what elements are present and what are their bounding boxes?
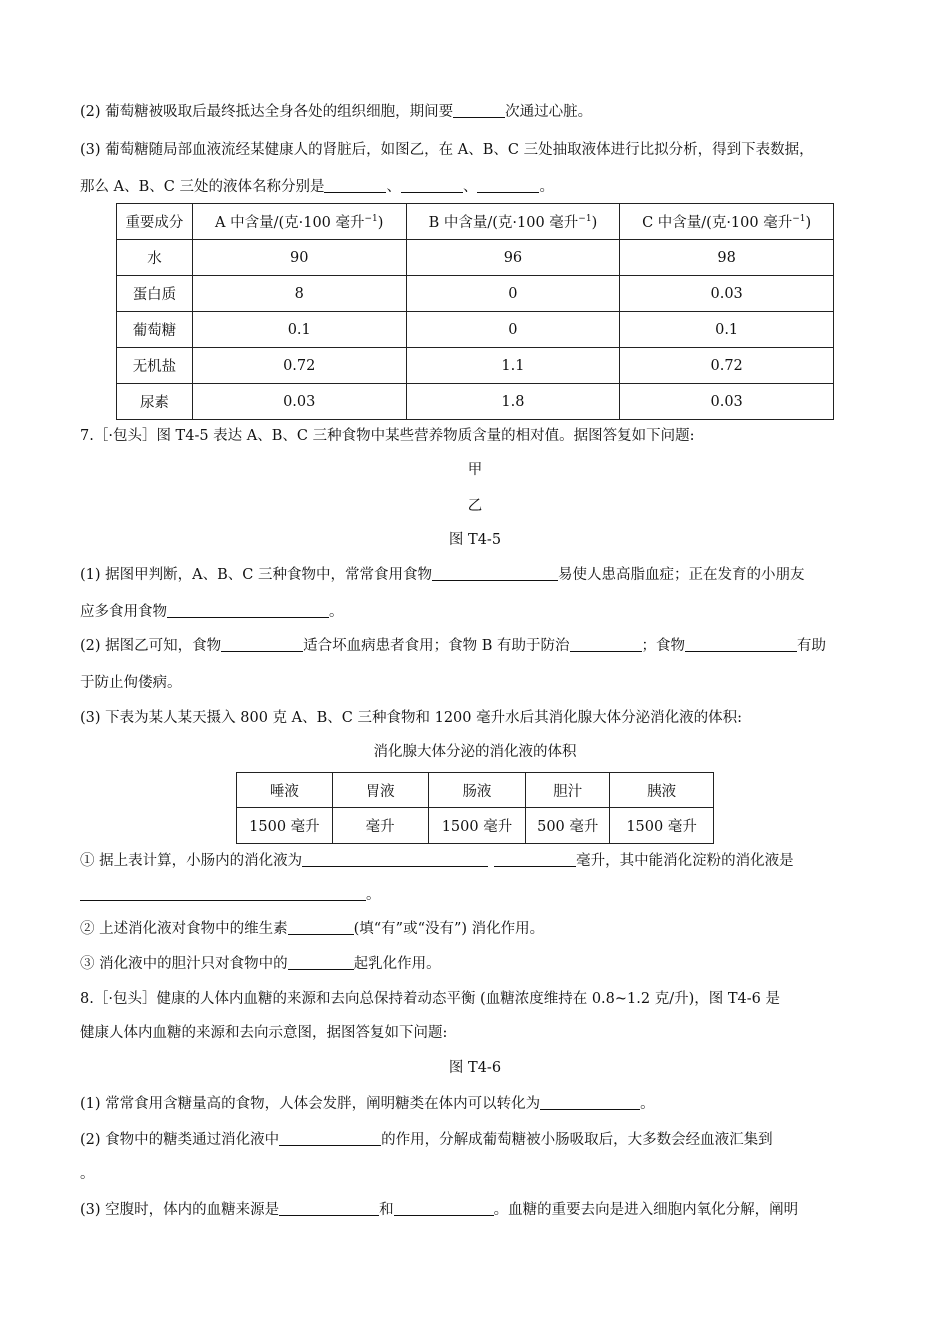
q6-blank-c[interactable] <box>477 178 539 193</box>
q7-part1-line2: 应多食用食物 。 <box>80 604 344 620</box>
table-row: 葡萄糖 0.1 0 0.1 <box>117 312 834 348</box>
q8-part3: (3) 空腹时，体内的血糖来源是 和 。血糖的重要去向是进入细胞内氧化分解，阐明 <box>80 1202 799 1218</box>
table-row: 无机盐 0.72 1.1 0.72 <box>117 348 834 384</box>
table-row: 尿素 0.03 1.8 0.03 <box>117 384 834 420</box>
q8-part2-line2: 。 <box>80 1166 95 1182</box>
q6-part2-blank[interactable] <box>453 103 505 118</box>
q7-sub2: ② 上述消化液对食物中的维生素 (填“有”或“没有”) 消化作用。 <box>80 921 545 937</box>
q8-intro-line2: 健康人体内血糖的来源和去向示意图，据图答复如下问题: <box>80 1025 448 1041</box>
figure-caption-t4-5: 图 T4-5 <box>448 532 502 548</box>
figure-label-yi: 乙 <box>467 498 483 514</box>
header-c: C 中含量/(克·100 毫升$^{-1}$) <box>620 204 834 240</box>
q7-sub1-line2: 。 <box>80 885 381 905</box>
figure-label-jia: 甲 <box>467 462 483 478</box>
q7-blank-3[interactable] <box>221 637 303 652</box>
q8-blank-1[interactable] <box>540 1095 640 1110</box>
q8-blank-3[interactable] <box>279 1201 379 1216</box>
header-a: A 中含量/(克·100 毫升$^{-1}$) <box>192 204 406 240</box>
q6-part3-line2: 那么 A、B、C 三处的液体名称分别是 、 、 。 <box>80 179 554 195</box>
digestive-juice-table <box>236 772 714 844</box>
table-header-row: 唾液 胃液 肠液 胆汁 胰液 <box>237 773 714 808</box>
table-row: 1500 毫升 毫升 1500 毫升 500 毫升 1500 毫升 <box>237 808 714 844</box>
q7-part2-line1: (2) 据图乙可知，食物 适合坏血病患者食用；食物 B 有助于防治 ；食物 有助 <box>80 638 827 654</box>
q8-part2-line1: (2) 食物中的糖类通过消化液中 的作用，分解成葡萄糖被小肠吸取后，大多数会经血液汇集到 <box>80 1132 773 1148</box>
q6-blank-b[interactable] <box>401 178 463 193</box>
q8-blank-2[interactable] <box>279 1131 381 1146</box>
q7-part3: (3) 下表为某人某天摄入 800 克 A、B、C 三种食物和 1200 毫升水后其消化腺大体分泌消化液的体积: <box>80 710 742 726</box>
q6-composition-table <box>116 203 834 420</box>
table-header-row <box>117 204 834 240</box>
q8-part1: (1) 常常食用含糖量高的食物，人体会发胖，阐明糖类在体内可以转化为 。 <box>80 1096 655 1112</box>
q7-blank-4[interactable] <box>570 637 642 652</box>
q7-blank-6[interactable] <box>302 852 488 867</box>
header-component: 重要成分 <box>117 204 193 240</box>
q7-sub3: ③ 消化液中的胆汁只对食物中的 起乳化作用。 <box>80 956 441 972</box>
table-row: 蛋白质 8 0 0.03 <box>117 276 834 312</box>
q7-blank-8[interactable] <box>80 886 366 901</box>
q7-blank-10[interactable] <box>288 955 354 970</box>
q7-part2-line2: 于防止佝偻病。 <box>80 675 182 691</box>
q7-blank-5[interactable] <box>685 637 797 652</box>
q7-blank-2[interactable] <box>167 603 329 618</box>
header-b: B 中含量/(克·100 毫升$^{-1}$) <box>406 204 620 240</box>
q7-sub1-line1: ① 据上表计算，小肠内的消化液为 毫升，其中能消化淀粉的消化液是 <box>80 853 794 869</box>
q7-intro: 7.［·包头］图 T4-5 表达 A、B、C 三种食物中某些营养物质含量的相对值。据图答复如下问题: <box>80 428 695 444</box>
figure-caption-t4-6: 图 T4-6 <box>448 1060 502 1076</box>
q7-blank-9[interactable] <box>288 920 354 935</box>
digestive-table-title: 消化腺大体分泌的消化液的体积 <box>373 744 577 760</box>
q6-blank-a[interactable] <box>324 178 386 193</box>
q7-blank-1[interactable] <box>432 566 558 581</box>
q6-part2: (2) 葡萄糖被吸取后最终抵达全身各处的组织细胞，期间要 次通过心脏。 <box>80 104 593 120</box>
q7-part1-line1: (1) 据图甲判断，A、B、C 三种食物中，常常食用食物 易使人患高脂血症；正在发育的小朋友 <box>80 567 805 583</box>
table-row: 水 90 96 98 <box>117 240 834 276</box>
q8-intro-line1: 8.［·包头］健康的人体内血糖的来源和去向总保持着动态平衡 (血糖浓度维持在 0.8~1.2 克/升)，图 T4-6 是 <box>80 991 780 1007</box>
q7-blank-7[interactable] <box>494 852 576 867</box>
q8-blank-4[interactable] <box>394 1201 494 1216</box>
q6-part3-line1: (3) 葡萄糖随局部血液流经某健康人的肾脏后，如图乙，在 A、B、C 三处抽取液体进行比拟分析，得到下表数据， <box>80 142 814 158</box>
